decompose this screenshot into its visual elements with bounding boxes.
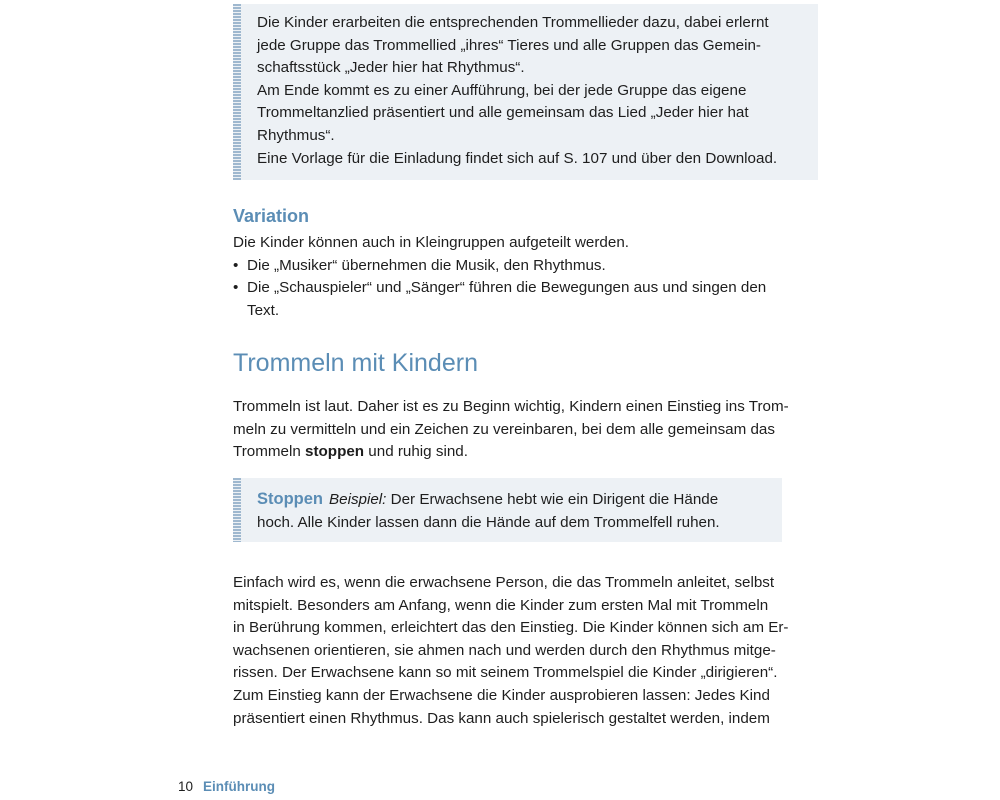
- box-line: Eine Vorlage für die Einladung findet sich auf S. 107 und über den Download.: [257, 149, 778, 167]
- list-item-text-continued: Text.: [247, 301, 280, 319]
- box-line: jede Gruppe das Trommellied „ihres“ Tieres und alle Gruppen das Gemein-: [257, 36, 761, 54]
- section-title: Trommeln mit Kindern: [233, 349, 478, 377]
- paragraph-line: präsentiert einen Rhythmus. Das kann auch spielerisch gestaltet werden, indem: [233, 709, 770, 727]
- info-box-instructions: [233, 4, 818, 180]
- section-name: Einführung: [203, 779, 276, 794]
- paragraph-line: wachsenen orientieren, sie ahmen nach und werden durch den Rhythmus mitge-: [233, 641, 776, 659]
- info-box-stoppen: [233, 478, 782, 542]
- box-text: Der Erwachsene hebt wie ein Dirigent die Hände: [386, 491, 719, 508]
- section-intro: [233, 396, 818, 464]
- list-item-text: Die „Schauspieler“ und „Sänger“ führen die Bewegungen aus und singen den: [247, 279, 767, 297]
- list-item: • Die „Musiker“ übernehmen die Musik, den Rhythmus.: [233, 255, 818, 278]
- variation-heading: Variation: [233, 206, 310, 226]
- intro-line-last: [233, 441, 818, 464]
- body-paragraph: [233, 572, 818, 730]
- box-line: Die Kinder erarbeiten die entsprechenden Trommellieder dazu, dabei erlernt: [257, 14, 769, 31]
- intro-text: Trommeln: [233, 443, 306, 461]
- paragraph-line: Zum Einstieg kann der Erwachsene die Kinder ausprobieren lassen: Jedes Kind: [233, 686, 770, 704]
- intro-line: meln zu vermitteln und ein Zeichen zu vereinbaren, bei dem alle gemeinsam das: [233, 420, 775, 438]
- box-line: [257, 488, 782, 512]
- variation-list: [233, 255, 818, 323]
- box-line: Trommeltanzlied präsentiert und alle gemeinsam das Lied „Jeder hier hat: [257, 104, 749, 122]
- intro-bold-word: stoppen: [305, 443, 365, 461]
- intro-text: und ruhig sind.: [364, 443, 468, 461]
- box-line: Am Ende kommt es zu einer Aufführung, bei der jede Gruppe das eigene: [257, 81, 747, 99]
- page-number: 10: [178, 779, 194, 794]
- variation-block: [233, 232, 818, 322]
- paragraph-line: Einfach wird es, wenn die erwachsene Person, die das Trommeln anleitet, selbst: [233, 574, 775, 591]
- box-label: Beispiel:: [329, 491, 387, 508]
- box-title: Stoppen: [257, 490, 323, 508]
- paragraph-line: rissen. Der Erwachsene kann so mit seinem Trommelspiel die Kinder „dirigieren“.: [233, 664, 778, 682]
- box-line: Rhythmus“.: [257, 126, 335, 144]
- list-item: [233, 277, 818, 322]
- page-footer: [178, 779, 275, 794]
- variation-intro: Die Kinder können auch in Kleingruppen aufgeteilt werden.: [233, 234, 629, 251]
- paragraph-line: in Berührung kommen, erleichtert das den Einstieg. Die Kinder können sich am Er-: [233, 619, 789, 637]
- box-line: hoch. Alle Kinder lassen dann die Hände auf dem Trommelfell ruhen.: [257, 513, 720, 531]
- paragraph-line: mitspielt. Besonders am Anfang, wenn die Kinder zum ersten Mal mit Trommeln: [233, 596, 769, 614]
- intro-line: Trommeln ist laut. Daher ist es zu Beginn wichtig, Kindern einen Einstieg ins Trom-: [233, 398, 789, 415]
- box-line: schaftsstück „Jeder hier hat Rhythmus“.: [257, 59, 525, 77]
